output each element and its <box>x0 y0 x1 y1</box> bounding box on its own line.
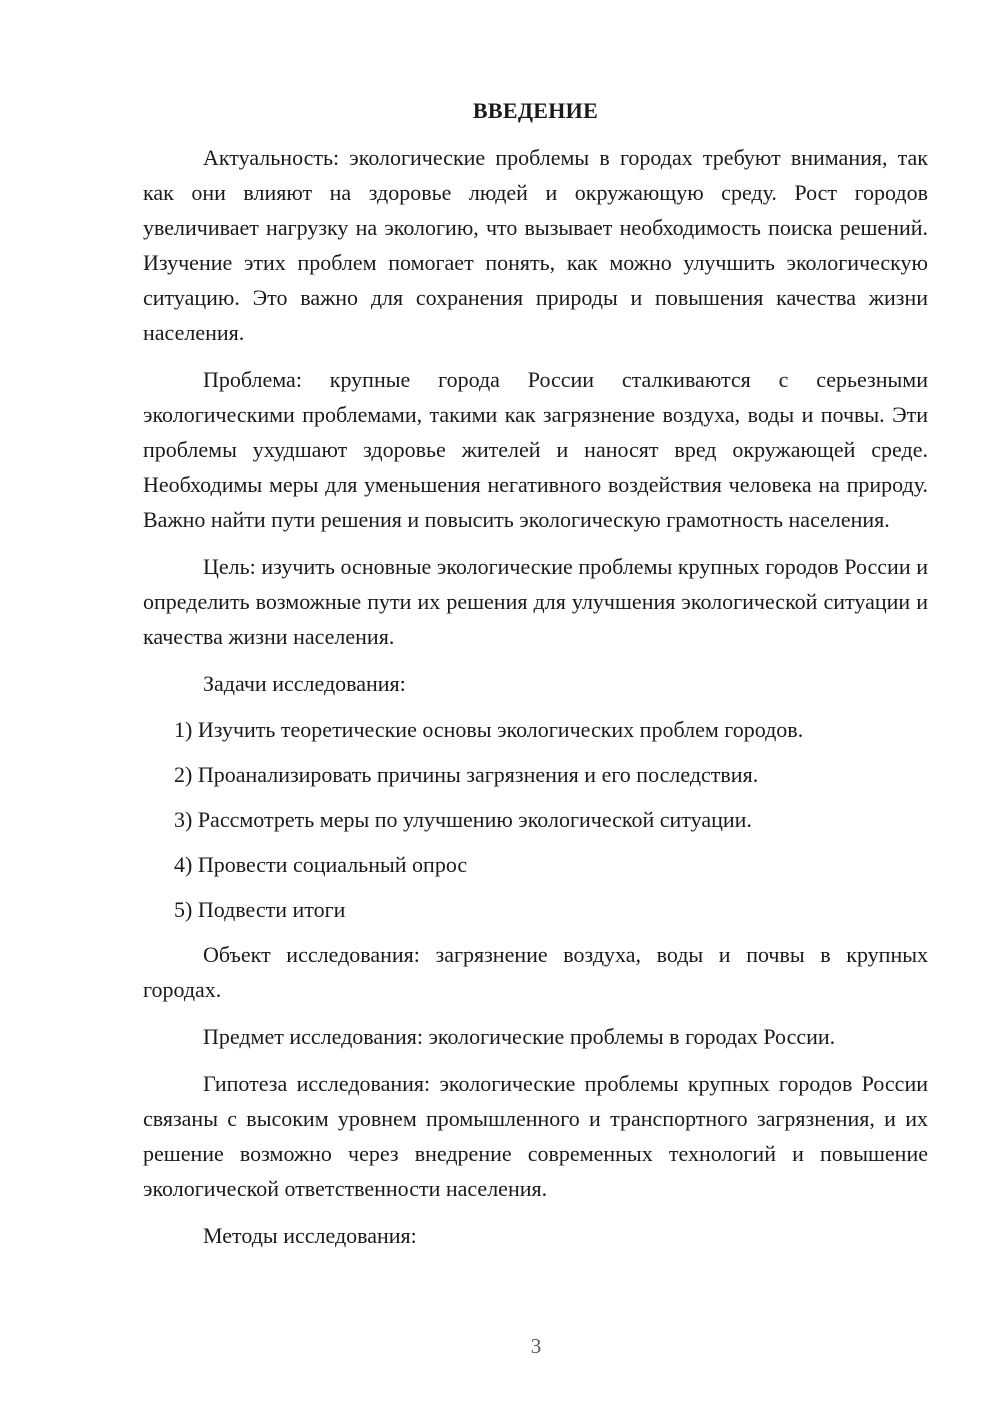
task-item: 5) Подвести итоги <box>174 897 346 922</box>
page-title: ВВЕДЕНИЕ <box>472 98 599 123</box>
page-content <box>143 96 928 1264</box>
goal-paragraph: Цель: изучить основные экологические проблемы крупных городов России и определить возможные пути их решения для улучшения экологической ситуации и качества жизни населения. <box>143 554 928 649</box>
task-item: 3) Рассмотреть меры по улучшению экологической ситуации. <box>174 807 752 832</box>
task-item: 1) Изучить теоретические основы экологических проблем городов. <box>174 717 804 742</box>
task-item: 4) Провести социальный опрос <box>174 852 468 877</box>
object-paragraph: Объект исследования: загрязнение воздуха, воды и почвы в крупных городах. <box>143 942 928 1002</box>
tasks-heading: Задачи исследования: <box>203 671 406 696</box>
page-number: 3 <box>530 1334 542 1358</box>
tasks-list <box>143 712 928 927</box>
methods-heading: Методы исследования: <box>203 1223 417 1248</box>
task-item: 2) Проанализировать причины загрязнения и его последствия. <box>174 762 759 787</box>
problem-paragraph: Проблема: крупные города России сталкиваются с серьезными экологическими проблемами, такими как загрязнение воздуха, воды и почвы. Эти проблемы ухудшают здоровье жителей и наносят вред окружающей среде. Необходимы меры для уменьшения негативного воздействия человека на природу. Важно найти пути решения и повысить экологическую грамотность населения. <box>143 367 928 532</box>
relevance-paragraph: Актуальность: экологические проблемы в городах требуют внимания, так как они влияют на здоровье людей и окружающую среду. Рост городов увеличивает нагрузку на экологию, что вызывает необходимость поиска решений. Изучение этих проблем помогает понять, как можно улучшить экологическую ситуацию. Это важно для сохранения природы и повышения качества жизни населения. <box>143 145 928 345</box>
hypothesis-paragraph: Гипотеза исследования: экологические проблемы крупных городов России связаны с высоким уровнем промышленного и транспортного загрязнения, и их решение возможно через внедрение современных технологий и повышение экологической ответственности населения. <box>143 1071 928 1201</box>
subject-paragraph: Предмет исследования: экологические проблемы в городах России. <box>203 1024 836 1049</box>
